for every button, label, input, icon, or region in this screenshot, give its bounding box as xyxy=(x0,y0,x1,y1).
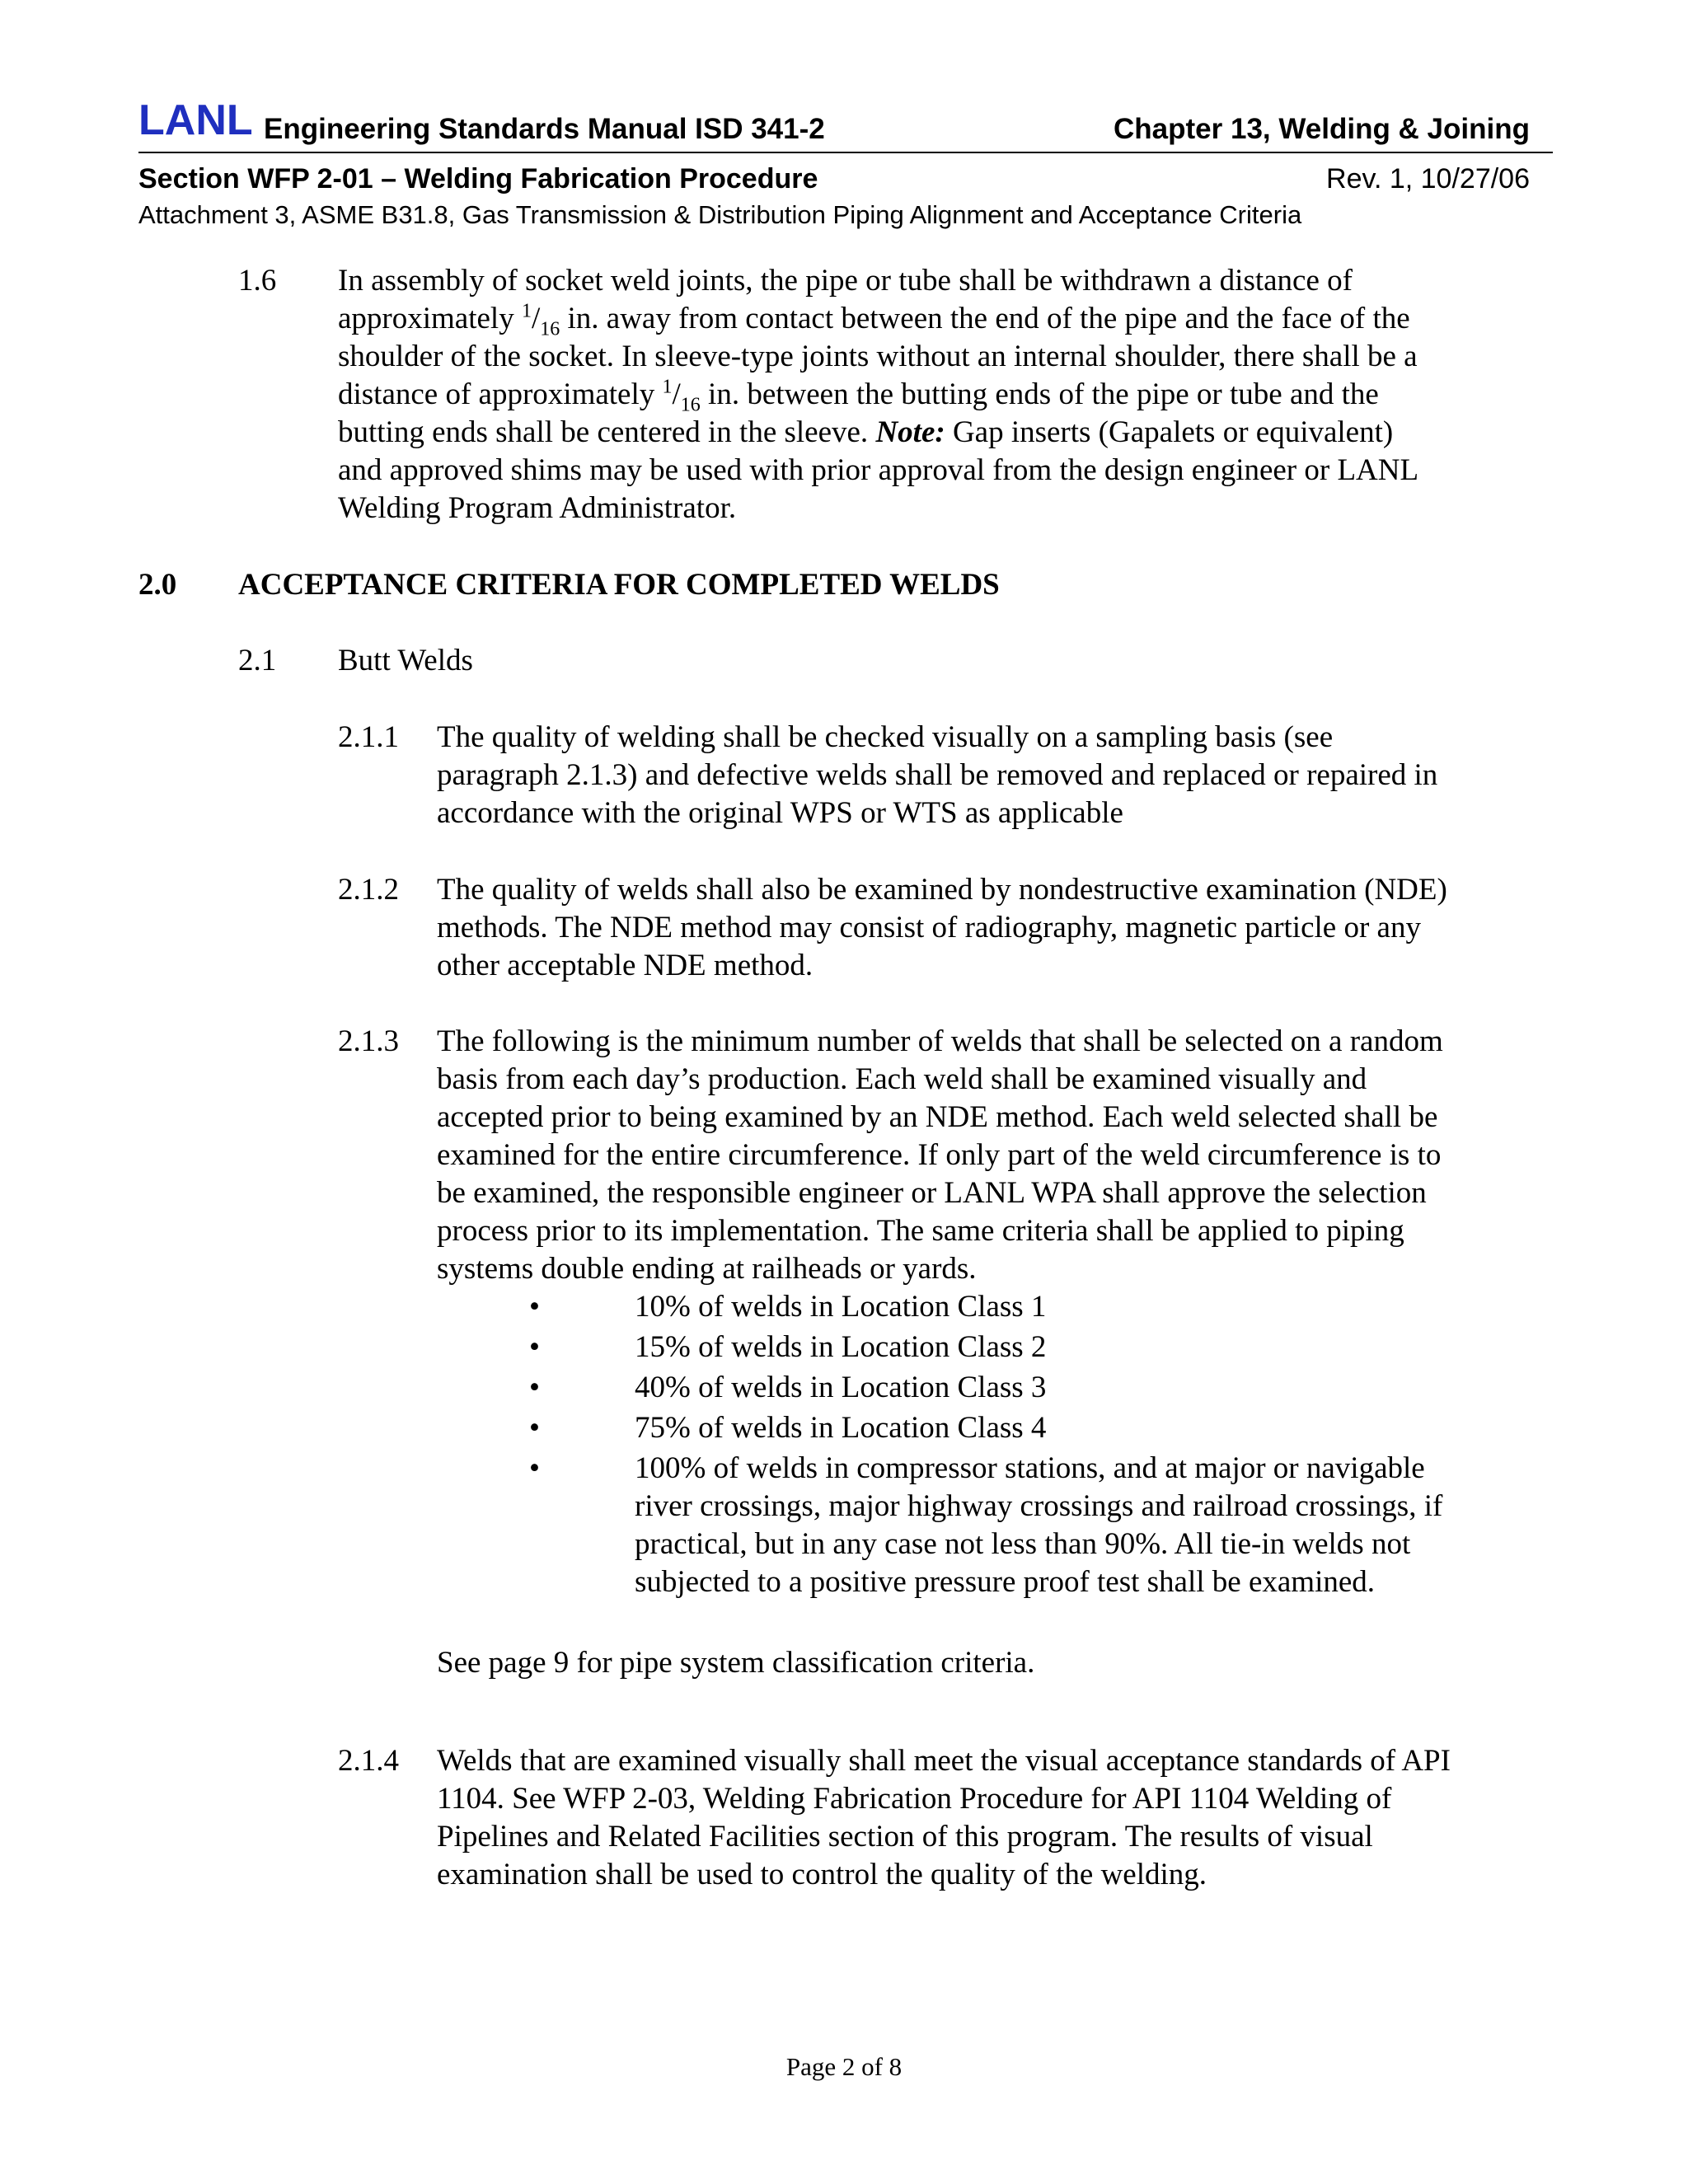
paragraph-line: The quality of welds shall also be examined by nondestructive examination (NDE) xyxy=(437,873,1447,907)
list-item-text: 10% of welds in Location Class 1 xyxy=(635,1290,1047,1324)
lanl-logo: LANL xyxy=(138,96,253,144)
section-number-2-1-4: 2.1.4 xyxy=(338,1744,399,1778)
paragraph-line: be examined, the responsible engineer or LANL WPA shall approve the selection xyxy=(437,1176,1427,1210)
section-number-2-1-2: 2.1.2 xyxy=(338,873,399,907)
list-item xyxy=(437,1329,1550,1369)
paragraph-line: methods. The NDE method may consist of radiography, magnetic particle or any xyxy=(437,911,1421,944)
section-number-2-1-1: 2.1.1 xyxy=(338,720,399,754)
list-item xyxy=(437,1288,1550,1329)
paragraph-line: examined for the entire circumference. If only part of the weld circumference is to xyxy=(437,1138,1442,1172)
bullet-icon: • xyxy=(529,1371,540,1404)
bullet-icon: • xyxy=(529,1411,540,1445)
section-number-2-0: 2.0 xyxy=(138,568,177,602)
paragraph-line: butting ends shall be centered in the sleeve. Note: Gap inserts (Gapalets or equivalent) xyxy=(338,415,1394,449)
section-number-2-1: 2.1 xyxy=(238,644,277,677)
list-item xyxy=(437,1409,1550,1450)
note-label: Note: xyxy=(875,415,945,449)
list-item-text: 100% of welds in compressor stations, and at major or navigable xyxy=(635,1451,1425,1485)
header-divider xyxy=(138,152,1553,153)
paragraph-line: basis from each day’s production. Each weld shall be examined visually and xyxy=(437,1062,1367,1096)
revision-label: Rev. 1, 10/27/06 xyxy=(1326,163,1530,194)
paragraph-line: and approved shims may be used with prior approval from the design engineer or LANL xyxy=(338,453,1419,487)
paragraph-line: systems double ending at railheads or yards. xyxy=(437,1252,977,1286)
paragraph-line: In assembly of socket weld joints, the pipe or tube shall be withdrawn a distance of xyxy=(338,264,1353,298)
paragraph-2-1-1 xyxy=(437,719,1437,832)
paragraph-line: examination shall be used to control the quality of the welding. xyxy=(437,1858,1207,1891)
paragraph-line: 1104. See WFP 2-03, Welding Fabrication Procedure for API 1104 Welding of xyxy=(437,1782,1392,1816)
paragraph-2-1-2 xyxy=(437,871,1447,985)
page-number: Page 2 of 8 xyxy=(785,2052,903,2081)
list-item xyxy=(437,1369,1550,1409)
section-heading-2-0: ACCEPTANCE CRITERIA FOR COMPLETED WELDS xyxy=(238,568,1000,602)
paragraph-line: distance of approximately $^1/_{16}$ in. between the butting ends of the pipe or tube and the xyxy=(338,376,1379,416)
paragraph-2-1-4 xyxy=(437,1742,1451,1894)
paragraph-line: The following is the minimum number of welds that shall be selected on a random xyxy=(437,1024,1443,1058)
list-item-text: 40% of welds in Location Class 3 xyxy=(635,1371,1047,1404)
manual-title: Engineering Standards Manual ISD 341-2 xyxy=(264,113,825,145)
paragraph-line: Pipelines and Related Facilities section of this program. The results of visual xyxy=(437,1820,1373,1854)
paragraph-line: accordance with the original WPS or WTS as applicable xyxy=(437,796,1123,830)
bullet-icon: • xyxy=(529,1330,540,1364)
bullet-icon: • xyxy=(529,1451,540,1485)
section-title: Section WFP 2-01 – Welding Fabrication Procedure xyxy=(138,163,818,194)
list-item-text: 15% of welds in Location Class 2 xyxy=(635,1330,1047,1364)
see-page-note: See page 9 for pipe system classification criteria. xyxy=(437,1646,1035,1680)
location-class-list xyxy=(437,1288,1550,1601)
paragraph-line: shoulder of the socket. In sleeve-type joints without an internal shoulder, there shall be a xyxy=(338,340,1418,373)
list-item-text: subjected to a positive pressure proof test shall be examined. xyxy=(635,1565,1376,1599)
paragraph-line: accepted prior to being examined by an NDE method. Each weld selected shall be xyxy=(437,1100,1438,1134)
paragraph-1-6 xyxy=(338,262,1418,527)
paragraph-line: Welding Program Administrator. xyxy=(338,491,737,525)
chapter-title: Chapter 13, Welding & Joining xyxy=(1114,113,1530,145)
list-item xyxy=(437,1450,1550,1601)
paragraph-line: Welds that are examined visually shall meet the visual acceptance standards of API xyxy=(437,1744,1451,1778)
paragraph-line: process prior to its implementation. The same criteria shall be applied to piping xyxy=(437,1214,1404,1248)
paragraph-line: other acceptable NDE method. xyxy=(437,949,814,982)
paragraph-2-1-3 xyxy=(437,1023,1443,1288)
list-item-text: practical, but in any case not less than 90%. All tie-in welds not xyxy=(635,1527,1411,1561)
section-heading-2-1: Butt Welds xyxy=(338,644,473,677)
list-item-text: 75% of welds in Location Class 4 xyxy=(635,1411,1047,1445)
section-number-1-6: 1.6 xyxy=(238,264,277,298)
paragraph-line: approximately $^1/_{16}$ in. away from contact between the end of the pipe and the face of the xyxy=(338,300,1410,340)
list-item-text: river crossings, major highway crossings and railroad crossings, if xyxy=(635,1489,1443,1523)
bullet-icon: • xyxy=(529,1290,540,1324)
paragraph-line: paragraph 2.1.3) and defective welds shall be removed and replaced or repaired in xyxy=(437,758,1438,792)
section-number-2-1-3: 2.1.3 xyxy=(338,1024,399,1058)
attachment-title: Attachment 3, ASME B31.8, Gas Transmission & Distribution Piping Alignment and Acceptance Criteria xyxy=(138,200,1302,229)
paragraph-line: The quality of welding shall be checked visually on a sampling basis (see xyxy=(437,720,1334,754)
